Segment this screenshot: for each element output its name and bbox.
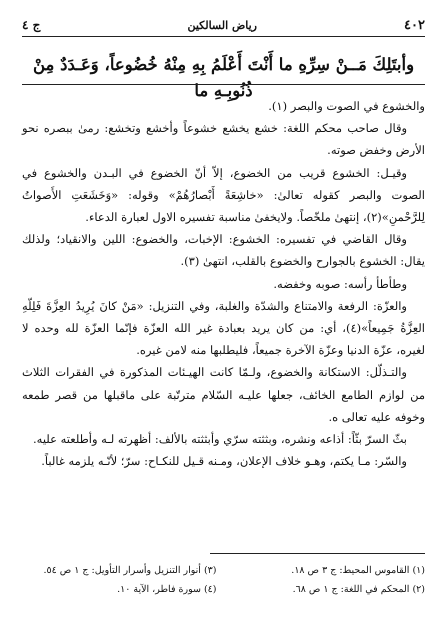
verse-divider (22, 84, 425, 85)
page-header (22, 14, 425, 37)
paragraph: وقيـل: الخشوع قريب من الخضوع، إلاّ أنّ الخضوع في البـدن والخشوع في الصوت والبصر كقوله تعالىٰ: «خاشِعَةً أَبْصارُهُمْ» وقوله: «وَخَشَعَتِ الأَصواتُ لِلرَّحْمنِ»(٢)، إنتهىٰ ملخّصاً. ولايخفىٰ مناسبة تفسيره الاول لعبارة الدعاء. (22, 165, 425, 225)
book-title: رياض السالكين (187, 18, 257, 32)
volume-label: ج ٤ (22, 18, 41, 32)
paragraph: والعزّة: الرفعة والامتناع والشدّة والغلبة، وفي التنزيل: «مَنْ كانَ يُرِيدُ العِزَّةَ فَلِلّهِ العِزَّةُ جَمِيعاً»(٤)، أي: من كان يريد بعبادة غير الله العزّة فإنّما العزّة لله وحده لا لغيره، عزّة الدنيا وعزّة الآخرة جميعاً، فليطلبها منه لامن غيره. (22, 298, 425, 358)
footnotes (22, 561, 425, 599)
paragraph: وقال القاضي في تفسيره: الخشوع: الإخبات، والخضوع: اللين والانقياد؛ ولذلك يقال: الخشوع بالجوارح والخضوع بالقلب، انتهىٰ (٣). (22, 232, 425, 269)
footnote: (٤) سورة فاطر، الآية ١٠. (117, 584, 217, 595)
paragraph: والخشوع في الصوت والبصر (١). (268, 99, 425, 113)
paragraph: وطأطأ رأسه: صوبه وخفضه. (273, 276, 407, 291)
paragraph: بثّ السرّ بثّاً: أذاعه ونشره، وبثثته سرّي وأبثثته بالألف: أظهرته لـه وأطلعته عليه. (33, 432, 407, 447)
paragraph: والسّر: مـا يكتم، وهـو خلاف الإعلان، ومـنه قـيل للنكـاح: سرّ؛ لأنّـه يلزمه غالباً. (41, 454, 407, 469)
footnote-separator (210, 553, 425, 554)
paragraph: وقال صاحب محكم اللغة: خشع يخشع خشوعاً وأخشع وتخشع: رمىٰ ببصره نحو الأرض وخفض صوته. (22, 121, 425, 158)
footnote: (١) القاموس المحيط: ج ٣ ص ١٨. (291, 565, 425, 576)
paragraph: والتـذلّل: الاستكانة والخضوع، ولـمّا كانت الهيـئات المذكورة في الفقرات الثلاث من لوازم الطامع الخائف، جعلها عليـه السّلام مترتّبة على ماقبلها من قصر طمعه وخوفه عليه تعالى ه. (22, 365, 425, 424)
footnote: (٢) المحكم في اللغة: ج ١ ص ٦٨. (292, 584, 425, 595)
footnote: (٣) أنوار التنزيل وأسرار التأويل: ج ١ ص ٥٤. (43, 565, 217, 576)
commentary-body (22, 95, 425, 472)
page-number: ٤٠٢ (404, 17, 425, 33)
supplication-text: وأبتَلِكَ مَــنْ سِرِّهِ ما أَنْتَ أَعْلَمُ بِهِ مِنْهُ خُضُوعاً، وَعَـدَدٌ مِنْ ذُنُوبِـهِ ما (32, 55, 415, 100)
